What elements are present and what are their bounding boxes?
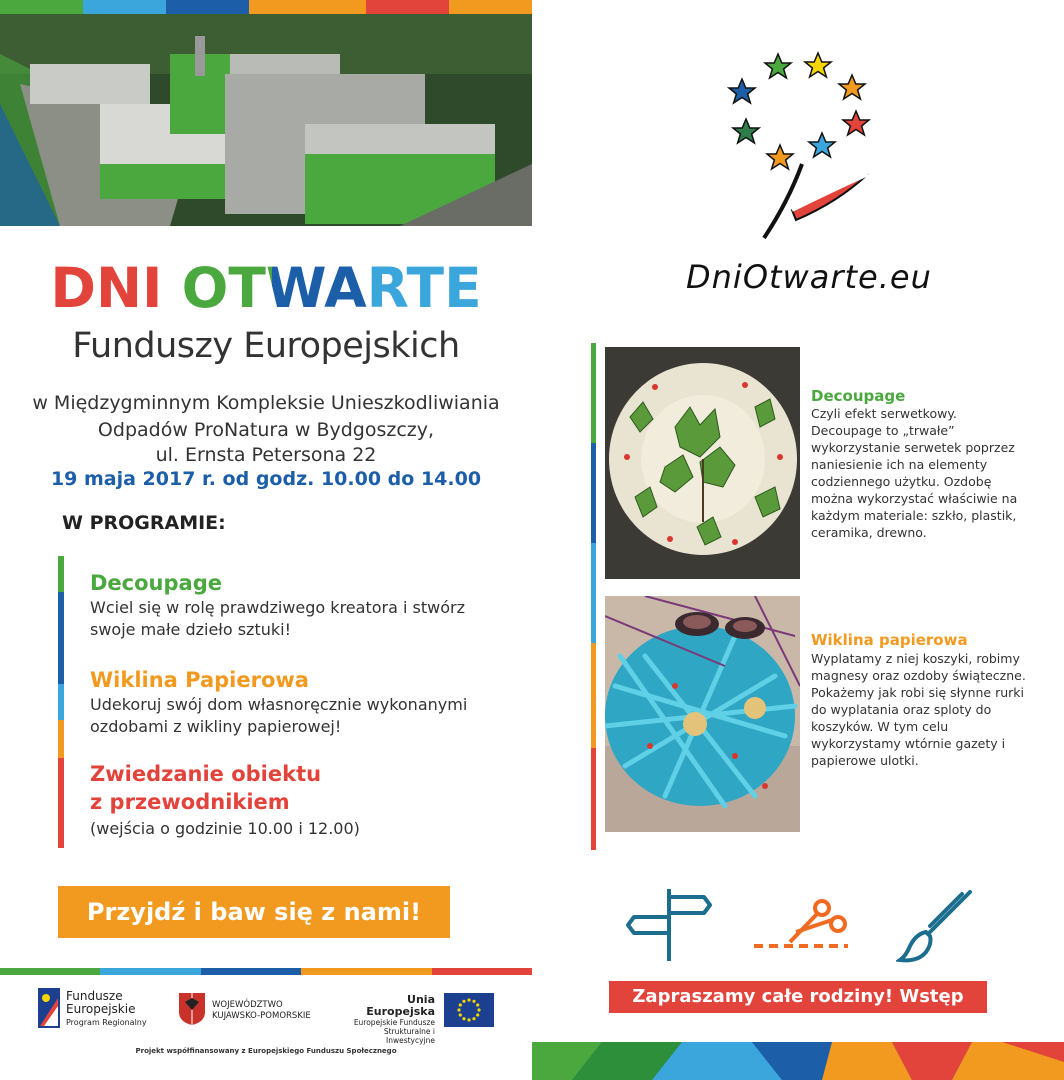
bottom-color-stripe xyxy=(0,968,532,975)
voivodeship-label: WOJEWÓDZTWO KUJAWSKO-POMORSKIE xyxy=(212,1000,311,1021)
scissors-cut-icon xyxy=(752,898,850,952)
eu-flag-icon xyxy=(444,993,494,1027)
programme-item-title: Wiklina Papierowa xyxy=(90,668,309,692)
programme-heading: W PROGRAMIE: xyxy=(62,512,226,534)
paper-wicker-photo xyxy=(605,596,800,832)
decoupage-description: Czyli efekt serwetkowy. Decoupage to „trwałe” wykorzystanie serwetek poprzez naniesienie ich na elementy codziennego użytku. Ozdobę można wykorzystać właściwie na każdym materiale: szkło, plastik, ceramika, drewno. xyxy=(811,406,1018,540)
top-color-stripe xyxy=(0,0,532,14)
programme-item-title-line2: z przewodnikiem xyxy=(90,790,290,814)
event-date: 19 maja 2017 r. od godz. 10.00 do 14.00 xyxy=(50,468,482,490)
programme-item-text: Wciel się w rolę prawdziwego kreatora i stwórz swoje małe dzieło sztuki! xyxy=(90,598,465,639)
facility-aerial-photo xyxy=(0,14,532,226)
cta-banner: Przyjdź i baw się z nami! xyxy=(58,886,450,938)
programme-item-text: Udekoruj swój dom własnoręcznie wykonanymi ozdobami z wikliny papierowej! xyxy=(90,695,468,736)
title-word-dni: DNI xyxy=(50,256,163,320)
decoupage-title: Decoupage xyxy=(811,387,906,405)
address-line-1: w Międzygminnym Kompleksie Unieszkodliwiania xyxy=(32,392,500,414)
fe-logo-icon xyxy=(38,988,60,1028)
signpost-icon xyxy=(626,885,712,963)
address-line-2: Odpadów ProNatura w Bydgoszczy, xyxy=(97,419,435,441)
wiklina-title: Wiklina papierowa xyxy=(811,631,968,649)
title-word-otwarte: OTWARTE xyxy=(181,256,482,320)
address-line-3: ul. Ernsta Petersona 22 xyxy=(155,444,377,466)
dniotwarte-logo-icon xyxy=(718,42,878,247)
bottom-color-mosaic xyxy=(532,1042,1064,1080)
cofinance-note: Projekt współfinansowany z Europejskiego Funduszu Społecznego xyxy=(135,1047,397,1055)
wiklina-description: Wyplatamy z niej koszyki, robimy magnesy oraz ozdoby świąteczne. Pokażemy jak robi się słynne rurki do wyplatania oraz sploty do koszyków. W tym celu wykorzystamy wtórnie gazety i papierowe ulotki. xyxy=(811,651,1026,768)
programme-item-title-line1: Zwiedzanie obiektu xyxy=(90,762,322,786)
programme-item-title: Decoupage xyxy=(90,571,222,595)
decoupage-plate-photo xyxy=(605,347,800,579)
event-title xyxy=(0,258,532,318)
paintbrush-icon xyxy=(896,888,976,964)
voivodeship-crest-icon xyxy=(178,992,206,1026)
invitation-banner: Zapraszamy całe rodziny! Wstęp wolny! xyxy=(609,981,987,1013)
dniotwarte-logo-text: DniOtwarte.eu xyxy=(686,258,932,296)
eu-label: Unia Europejska Europejskie Fundusze Strukturalne i Inwestycyjne xyxy=(353,993,435,1045)
fe-logo-label: Fundusze Europejskie Program Regionalny xyxy=(66,989,147,1027)
event-subtitle: Funduszy Europejskich xyxy=(72,326,460,366)
programme-item-text: (wejścia o godzinie 10.00 i 12.00) xyxy=(90,819,360,838)
